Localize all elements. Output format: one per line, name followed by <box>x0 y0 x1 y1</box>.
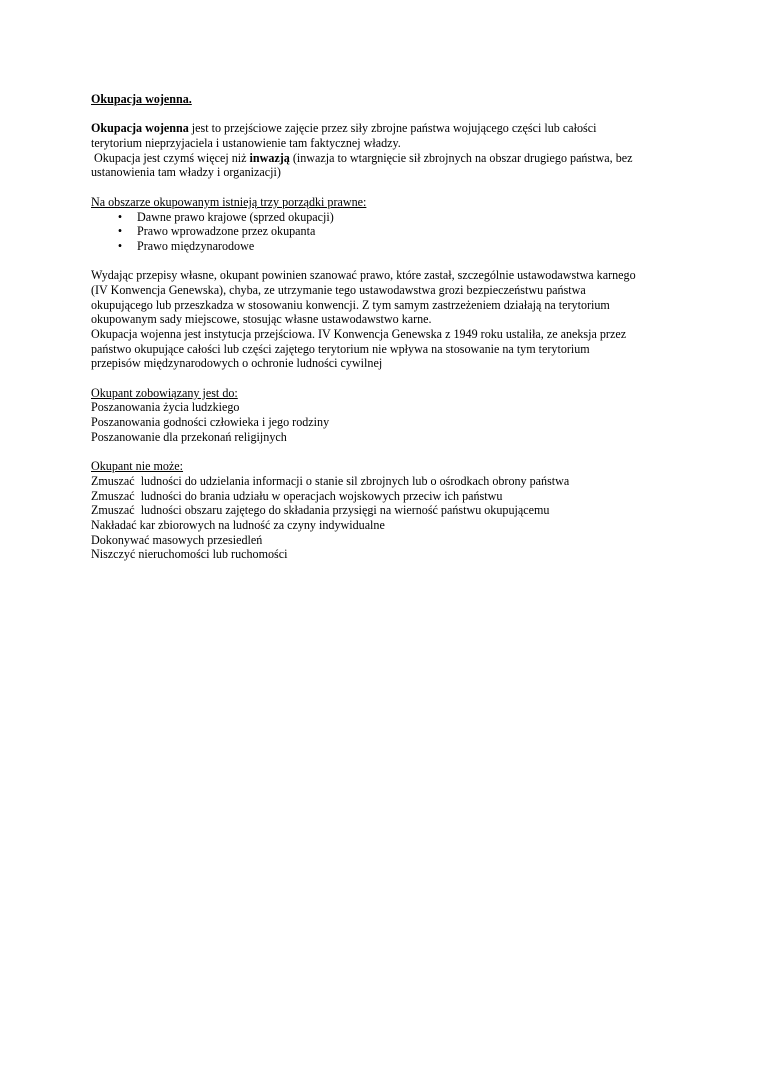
paragraph-line: okupującego lub przeszkadza w stosowaniu konwencji. Z tym samym zastrzeżeniem działają na terytorium <box>91 297 610 312</box>
obligation-item: Poszanowania życia ludzkiego <box>91 400 240 415</box>
section-heading: Okupant zobowiązany jest do: <box>91 385 238 400</box>
intro-line: terytorium nieprzyjaciela i ustanowienie tam faktycznej władzy. <box>91 136 401 151</box>
spacer <box>91 254 681 269</box>
document-body <box>91 92 681 562</box>
intro-section <box>91 121 681 180</box>
paragraph-line: (IV Konwencja Genewska), chyba, ze utrzymanie tego ustawodawstwa grozi bezpieczeństwu państwa <box>91 282 586 297</box>
bullet-icon: • <box>117 209 123 224</box>
prohibitions-section <box>91 459 681 562</box>
bullet-icon: • <box>117 224 123 239</box>
section-heading: Okupant nie może: <box>91 459 184 474</box>
body-paragraph <box>91 268 681 371</box>
paragraph-line: Wydając przepisy własne, okupant powinien szanować prawo, które zastał, szczególnie ustawodawstwa karnego <box>91 268 636 283</box>
spacer <box>91 371 681 386</box>
obligations-section <box>91 386 681 445</box>
list-item-text: Prawo wprowadzone przez okupanta <box>137 224 316 239</box>
prohibition-item: Zmuszać ludności do brania udziału w operacjach wojskowych przeciw ich państwu <box>91 488 503 503</box>
intro-line <box>91 151 681 166</box>
paragraph-line: przepisów międzynarodowych o ochronie ludności cywilnej <box>91 356 383 371</box>
term-bold: Okupacja wojenna <box>91 121 189 136</box>
term-bold: inwazją <box>249 150 290 165</box>
obligation-item: Poszanowanie dla przekonań religijnych <box>91 429 287 444</box>
obligation-item: Poszanowania godności człowieka i jego rodziny <box>91 415 330 430</box>
list-item <box>91 210 681 225</box>
paragraph-line: okupowanym sady miejscowe, stosując własne ustawodawstwo karne. <box>91 312 432 327</box>
prohibition-item: Dokonywać masowych przesiedleń <box>91 532 263 547</box>
list-item-text: Dawne prawo krajowe (sprzed okupacji) <box>137 209 334 224</box>
spacer <box>91 107 681 122</box>
intro-line: ustanowienia tam władzy i organizacji) <box>91 165 281 180</box>
paragraph-line: Okupacja wojenna jest instytucja przejściowa. IV Konwencja Genewska z 1949 roku ustaliła, ze aneksja przez <box>91 327 627 341</box>
document-title: Okupacja wojenna. <box>91 92 192 106</box>
list-item-text: Prawo międzynarodowe <box>137 238 255 253</box>
section-heading: Na obszarze okupowanym istnieją trzy porządki prawne: <box>91 194 367 209</box>
intro-text: (inwazja to wtargnięcie sił zbrojnych na obszar drugiego państwa, bez <box>289 150 633 165</box>
prohibition-item: Niszczyć nieruchomości lub ruchomości <box>91 547 288 562</box>
spacer <box>91 180 681 195</box>
spacer <box>91 445 681 460</box>
bullet-list <box>91 210 681 254</box>
list-item <box>91 239 681 254</box>
list-item <box>91 224 681 239</box>
bullet-icon: • <box>117 238 123 253</box>
prohibition-item: Zmuszać ludności obszaru zajętego do składania przysięgi na wierność państwu okupującemu <box>91 503 550 518</box>
prohibition-item: Nakładać kar zbiorowych na ludność za czyny indywidualne <box>91 517 385 532</box>
intro-line <box>91 121 681 136</box>
legal-orders-section <box>91 195 681 254</box>
paragraph-line: państwo okupujące całości lub części zajętego terytorium nie wpływa na stosowanie na tym terytorium <box>91 341 590 356</box>
intro-text: jest to przejściowe zajęcie przez siły zbrojne państwa wojującego części lub całości <box>188 121 597 136</box>
intro-text: Okupacja jest czymś więcej niż <box>91 150 250 165</box>
prohibition-item: Zmuszać ludności do udzielania informacji o stanie sil zbrojnych lub o ośrodkach obrony państwa <box>91 473 570 488</box>
